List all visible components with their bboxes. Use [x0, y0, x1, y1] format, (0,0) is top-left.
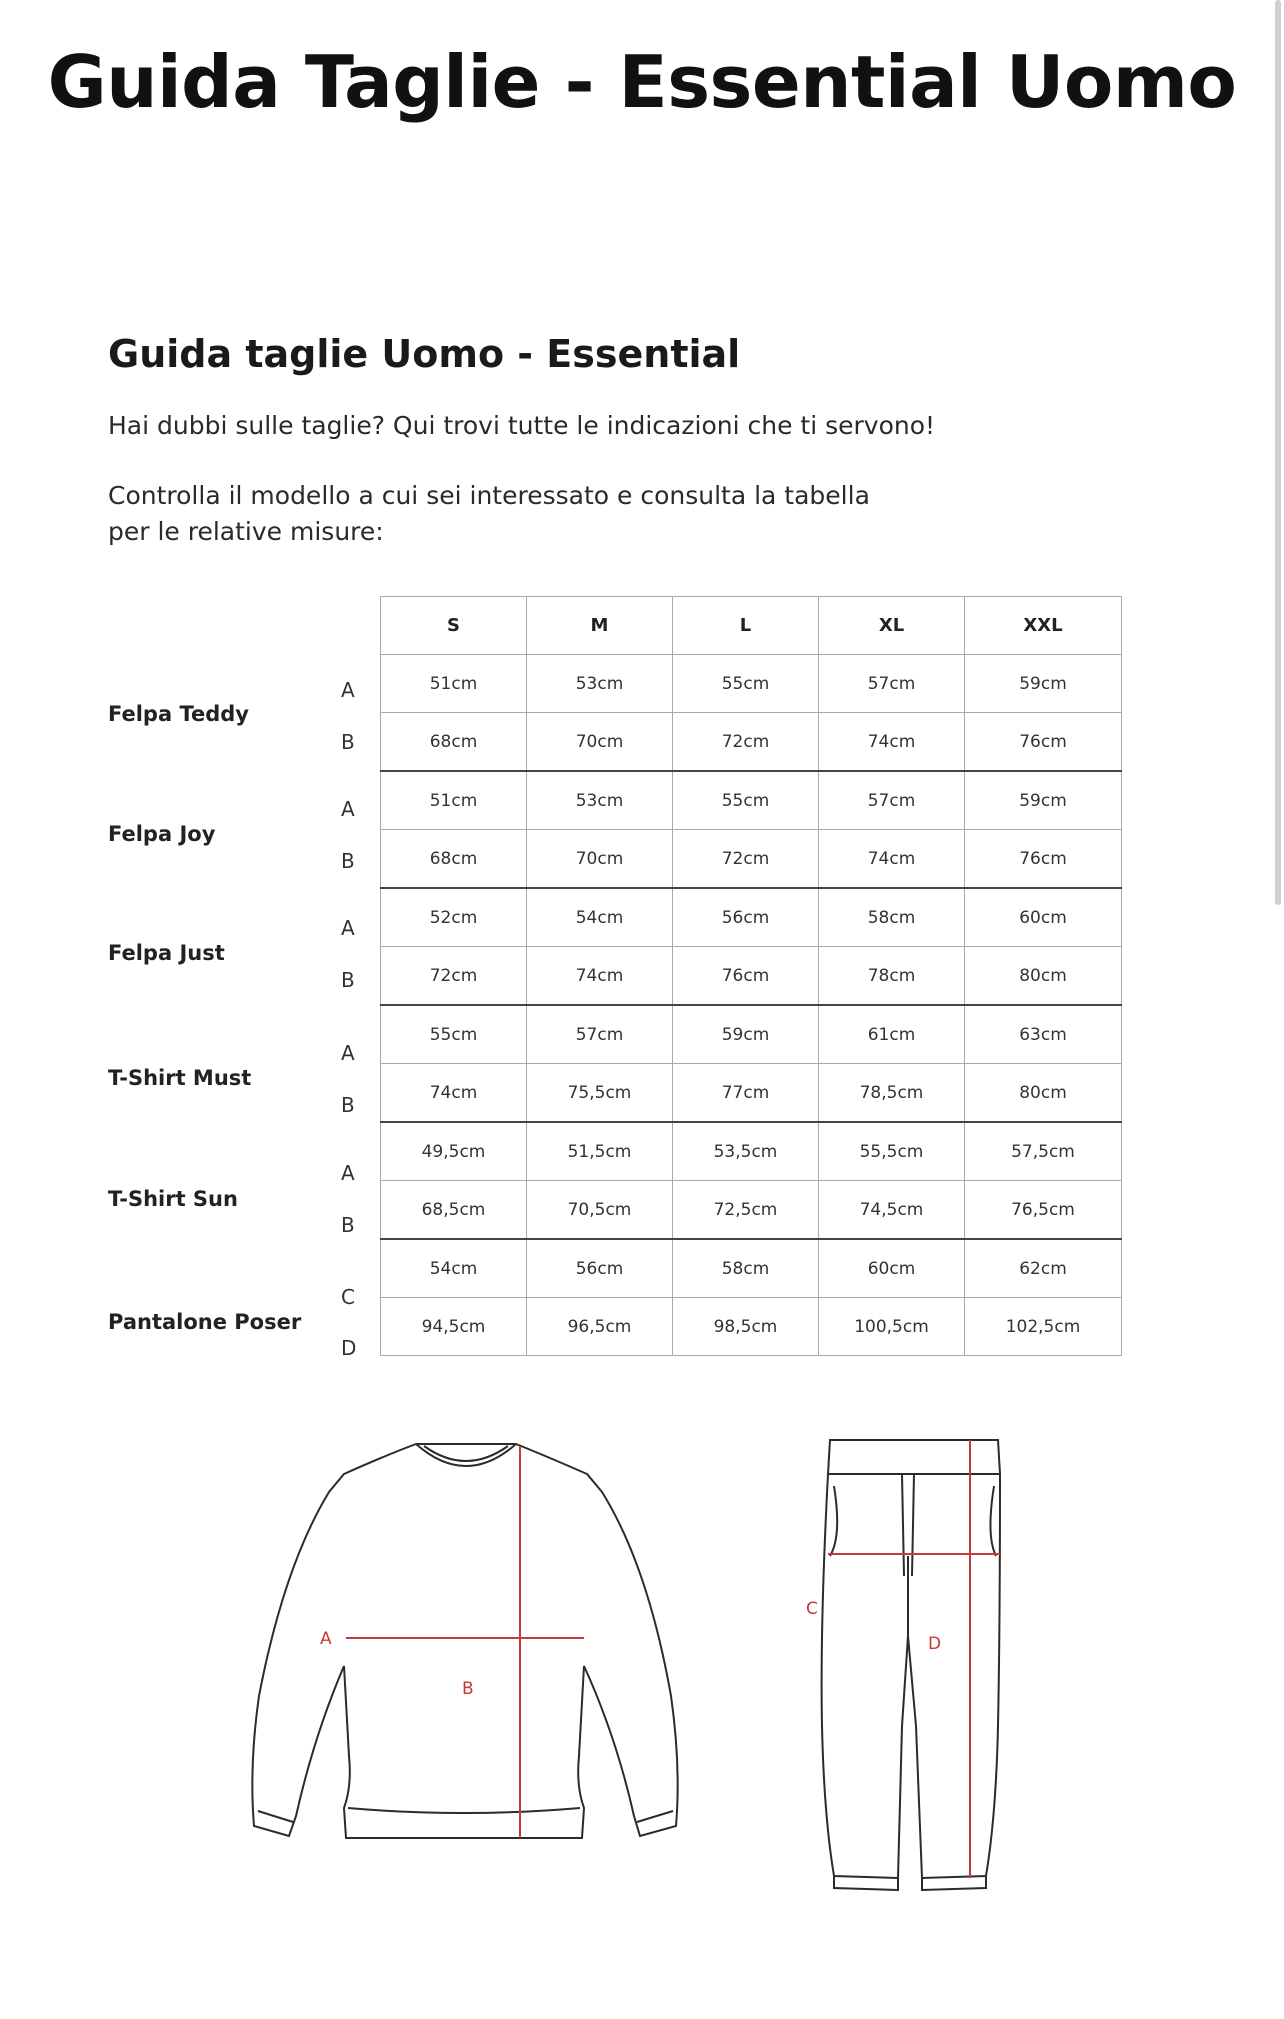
- table-cell: 74cm: [819, 830, 965, 889]
- size-header-cell: L: [673, 597, 819, 655]
- table-cell: 78,5cm: [819, 1064, 965, 1123]
- section-heading: Guida taglie Uomo - Essential: [108, 332, 741, 376]
- product-label: T-Shirt Sun: [108, 1187, 238, 1211]
- table-cell: 94,5cm: [381, 1298, 527, 1356]
- measure-label-a: A: [320, 1629, 332, 1649]
- table-cell: 58cm: [819, 888, 965, 947]
- intro-text: Hai dubbi sulle taglie? Qui trovi tutte le indicazioni che ti servono!: [108, 411, 936, 440]
- row-letter: A: [341, 1161, 355, 1185]
- table-cell: 49,5cm: [381, 1122, 527, 1181]
- row-letter: C: [341, 1285, 355, 1309]
- row-letter: B: [341, 968, 355, 992]
- measure-label-b: B: [462, 1679, 474, 1699]
- table-cell: 51cm: [381, 771, 527, 830]
- table-cell: 55cm: [673, 655, 819, 713]
- table-cell: 74cm: [527, 947, 673, 1006]
- table-cell: 59cm: [965, 655, 1122, 713]
- table-row: [381, 888, 1122, 947]
- table-row: [381, 830, 1122, 889]
- table-cell: 74cm: [381, 1064, 527, 1123]
- size-header-cell: M: [527, 597, 673, 655]
- table-cell: 55,5cm: [819, 1122, 965, 1181]
- table-cell: 58cm: [673, 1239, 819, 1298]
- table-cell: 57cm: [527, 1005, 673, 1064]
- table-cell: 70,5cm: [527, 1181, 673, 1240]
- table-cell: 59cm: [673, 1005, 819, 1064]
- table-cell: 61cm: [819, 1005, 965, 1064]
- table-cell: 78cm: [819, 947, 965, 1006]
- table-cell: 77cm: [673, 1064, 819, 1123]
- table-row: [381, 1064, 1122, 1123]
- table-cell: 57,5cm: [965, 1122, 1122, 1181]
- table-cell: 55cm: [673, 771, 819, 830]
- table-cell: 70cm: [527, 830, 673, 889]
- table-cell: 53cm: [527, 655, 673, 713]
- sweater-diagram: [244, 1436, 694, 1896]
- scrollbar[interactable]: [1272, 0, 1284, 910]
- row-letter: A: [341, 1041, 355, 1065]
- table-cell: 60cm: [819, 1239, 965, 1298]
- pants-outline: [822, 1440, 1000, 1890]
- table-row: [381, 1181, 1122, 1240]
- row-letter: A: [341, 916, 355, 940]
- table-cell: 53cm: [527, 771, 673, 830]
- table-row: [381, 713, 1122, 772]
- table-cell: 102,5cm: [965, 1298, 1122, 1356]
- size-header-cell: S: [381, 597, 527, 655]
- table-cell: 72cm: [673, 713, 819, 772]
- table-cell: 72cm: [673, 830, 819, 889]
- size-header-cell: XL: [819, 597, 965, 655]
- table-cell: 52cm: [381, 888, 527, 947]
- table-row: [381, 1239, 1122, 1298]
- table-cell: 57cm: [819, 655, 965, 713]
- table-cell: 76cm: [965, 713, 1122, 772]
- table-cell: 55cm: [381, 1005, 527, 1064]
- table-cell: 56cm: [673, 888, 819, 947]
- table-row: [381, 655, 1122, 713]
- table-cell: 80cm: [965, 1064, 1122, 1123]
- row-letter: A: [341, 797, 355, 821]
- row-letter: B: [341, 1093, 355, 1117]
- page-title: Guida Taglie - Essential Uomo: [47, 40, 1237, 124]
- row-letter: A: [341, 678, 355, 702]
- table-cell: 70cm: [527, 713, 673, 772]
- table-cell: 75,5cm: [527, 1064, 673, 1123]
- table-row: [381, 947, 1122, 1006]
- table-cell: 72,5cm: [673, 1181, 819, 1240]
- row-letter: B: [341, 849, 355, 873]
- product-label: T-Shirt Must: [108, 1066, 252, 1090]
- table-cell: 72cm: [381, 947, 527, 1006]
- table-cell: 96,5cm: [527, 1298, 673, 1356]
- table-cell: 59cm: [965, 771, 1122, 830]
- table-cell: 57cm: [819, 771, 965, 830]
- table-row: [381, 771, 1122, 830]
- table-cell: 76cm: [965, 830, 1122, 889]
- size-table: [380, 596, 1122, 1356]
- table-cell: 74cm: [819, 713, 965, 772]
- product-label: Felpa Teddy: [108, 702, 249, 726]
- size-header-row: [381, 597, 1122, 655]
- sweater-outline: [252, 1444, 677, 1838]
- table-cell: 100,5cm: [819, 1298, 965, 1356]
- row-letter: D: [341, 1336, 357, 1360]
- table-cell: 51cm: [381, 655, 527, 713]
- table-cell: 51,5cm: [527, 1122, 673, 1181]
- table-cell: 68,5cm: [381, 1181, 527, 1240]
- intro-text: per le relative misure:: [108, 517, 384, 546]
- row-letter: B: [341, 1213, 355, 1237]
- product-label: Pantalone Poser: [108, 1310, 302, 1334]
- intro-text: Controlla il modello a cui sei interessato e consulta la tabella: [108, 481, 870, 510]
- table-cell: 60cm: [965, 888, 1122, 947]
- table-cell: 53,5cm: [673, 1122, 819, 1181]
- table-cell: 68cm: [381, 713, 527, 772]
- table-cell: 56cm: [527, 1239, 673, 1298]
- table-cell: 62cm: [965, 1239, 1122, 1298]
- product-label: Felpa Just: [108, 941, 225, 965]
- table-cell: 54cm: [527, 888, 673, 947]
- table-row: [381, 1122, 1122, 1181]
- measure-label-c: C: [806, 1599, 818, 1619]
- table-cell: 68cm: [381, 830, 527, 889]
- row-letter: B: [341, 730, 355, 754]
- table-cell: 63cm: [965, 1005, 1122, 1064]
- pants-diagram: [790, 1426, 1030, 1896]
- product-label: Felpa Joy: [108, 822, 216, 846]
- table-cell: 76cm: [673, 947, 819, 1006]
- table-cell: 74,5cm: [819, 1181, 965, 1240]
- size-header-cell: XXL: [965, 597, 1122, 655]
- table-row: [381, 1005, 1122, 1064]
- table-cell: 98,5cm: [673, 1298, 819, 1356]
- table-cell: 54cm: [381, 1239, 527, 1298]
- scrollbar-thumb[interactable]: [1275, 0, 1281, 905]
- table-cell: 80cm: [965, 947, 1122, 1006]
- table-row: [381, 1298, 1122, 1356]
- measure-label-d: D: [928, 1634, 942, 1654]
- table-cell: 76,5cm: [965, 1181, 1122, 1240]
